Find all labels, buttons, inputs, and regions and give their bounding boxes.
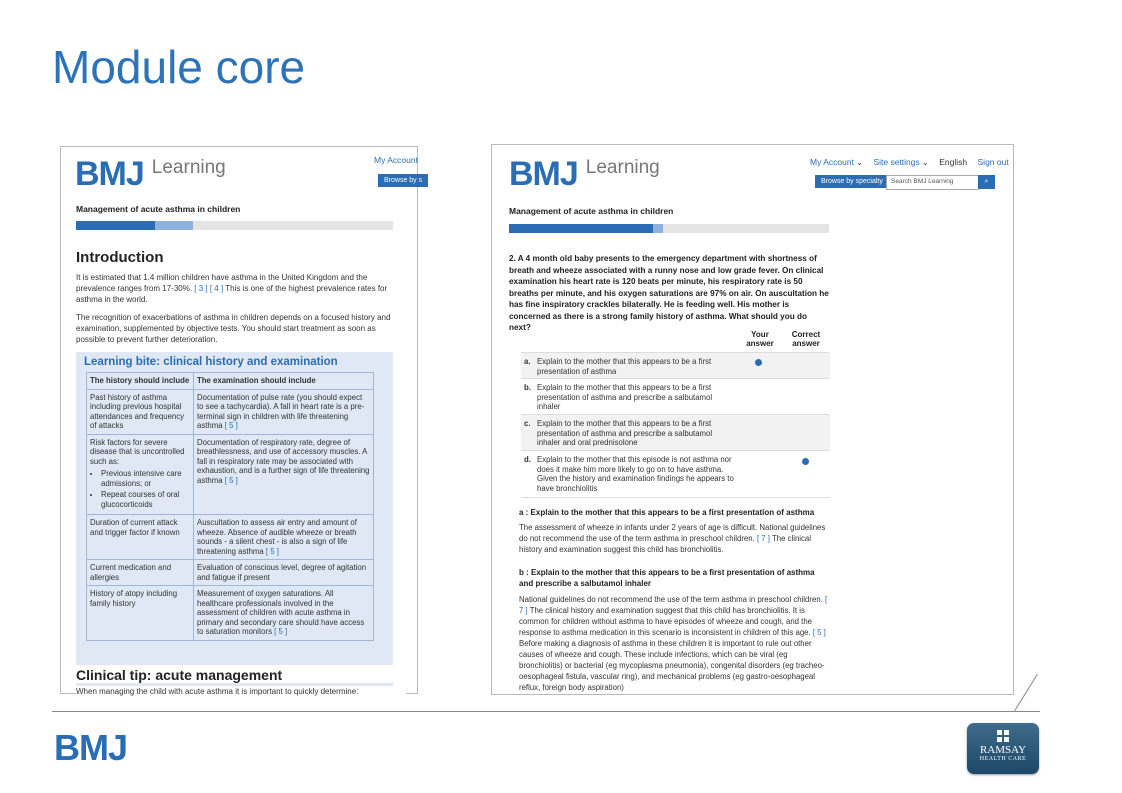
history-exam-table	[86, 372, 374, 641]
progress-done	[509, 224, 653, 233]
slide-title: Module core	[52, 41, 306, 93]
table-header-history: The history should include	[87, 373, 194, 390]
exam-cell	[194, 389, 374, 434]
logo-learning: Learning	[151, 157, 226, 178]
sign-out-link[interactable]: Sign out	[977, 157, 1009, 167]
list-item: • Previous intensive care admissions; or	[101, 469, 190, 488]
answer-option-a[interactable]	[521, 352, 830, 379]
logo-bmj: BMJ	[509, 155, 578, 193]
exam-cell	[194, 434, 374, 515]
risk-factor-list	[90, 469, 190, 509]
right-screenshot	[491, 144, 1014, 695]
exam-text: Auscultation to assess air entry and amount of wheeze. Absence of audible wheeze or breath sounds - a silent chest - is also a sign of life threatening asthma	[197, 518, 357, 556]
footer-bmj-logo: BMJ	[54, 727, 128, 768]
exam-text: Documentation of respiratory rate, degree of breathlessness, and use of accessory muscles. A fall in respiratory rate may be associated with exhaustion, and is a further sign of life threatening asthma	[197, 437, 370, 485]
question-text: 2. A 4 month old baby presents to the emergency department with shortness of breath and wheeze associated with a runny nose and low grade fever. On clinical examination his heart rate is 120 beats per minute, his respiratory rate is 50 breaths per minute, and his oxygen saturations are 97% on air. On auscultation he has fine inspiratory crackles bilaterally. He is feeding well. His mother is concerned as there is a strong family history of asthma. What should you do next?	[509, 254, 829, 332]
option-text: Explain to the mother that this episode is not asthma nor does it make him more likely to go on to have asthma. Given the history and examination findings he appears to have bronchiolitis	[537, 455, 734, 493]
site-settings-link[interactable]: Site settings	[873, 157, 920, 167]
fb-b-body2: The clinical history and examination suggest that this child has bronchiolitis. It is common for children without asthma to have episodes of wheeze and cough, and the response to asthma medication in this scenario is inconsistent in children of this age.	[519, 606, 812, 637]
option-text: Explain to the mother that this appears to be a first presentation of asthma and prescribe a salbutamol inhaler	[537, 383, 713, 411]
exam-ref[interactable]: [ 5 ]	[265, 546, 279, 556]
option-letter: b.	[524, 383, 531, 392]
table-row	[87, 586, 374, 641]
answer-option-b[interactable]	[521, 378, 830, 415]
clinical-tip-heading: Clinical tip: acute management	[76, 665, 406, 683]
history-cell: History of atopy including family history	[87, 586, 194, 641]
history-text: Risk factors for severe disease that is uncontrolled such as:	[90, 437, 185, 466]
account-links	[810, 157, 1017, 168]
list-item: • Repeat courses of oral glucocorticoids	[101, 490, 190, 509]
exam-cell	[194, 515, 374, 560]
fb-a-body: The assessment of wheeze in infants under 2 years of age is difficult. National guidelines do not recommend the use of the term asthma in preschool children.	[519, 523, 826, 543]
left-screenshot	[60, 146, 423, 696]
ramsay-subtitle: HEALTH CARE	[979, 756, 1027, 762]
learning-bite-title: Learning bite: clinical history and examination	[84, 356, 338, 368]
exam-cell: Evaluation of conscious level, degree of agitation and fatigue if present	[194, 560, 374, 586]
para1-refs[interactable]: [ 3 ] [ 4 ]	[194, 284, 224, 293]
ramsay-mark-icon	[997, 730, 1009, 742]
my-account-link[interactable]: My Account	[810, 157, 854, 167]
option-text: Explain to the mother that this appears to be a first presentation of asthma	[537, 357, 712, 376]
learning-bite-box	[76, 352, 393, 693]
dropdown-caret-icon: ⌄	[855, 157, 864, 167]
exam-cell	[194, 586, 374, 641]
browse-by-specialty-button[interactable]: Browse by specialty	[815, 175, 889, 188]
bmj-learning-logo[interactable]	[75, 157, 226, 191]
search-icon: ⌕	[984, 178, 989, 185]
browse-button[interactable]: Browse by s	[378, 174, 428, 187]
exam-text: Documentation of pulse rate (you should expect to see a tachycardia). A fall in heart rate is a pre-terminal sign in children with life threatening asthma	[197, 392, 365, 430]
progress-bar	[76, 221, 393, 230]
language-label[interactable]: English	[939, 157, 968, 167]
ramsay-health-care-logo	[967, 723, 1039, 774]
search-input[interactable]	[886, 175, 979, 190]
progress-bar	[509, 224, 829, 233]
fb-b-body1: National guidelines do not recommend the use of the term asthma in preschool children.	[519, 595, 823, 604]
feedback-b-text	[519, 594, 829, 693]
table-row	[87, 434, 374, 515]
ramsay-name: RAMSAY	[979, 744, 1027, 756]
footer-divider	[52, 711, 1040, 712]
course-title: Management of acute asthma in children	[76, 204, 241, 214]
history-cell: Duration of current attack and trigger factor if known	[87, 515, 194, 560]
history-cell: Current medication and allergies	[87, 560, 194, 586]
history-cell: Past history of asthma including previous hospital attendances and frequency of attacks	[87, 389, 194, 434]
fb-b-body3: Before making a diagnosis of asthma in these children it is important to rule out other causes of wheeze and cough. These include infections, which can be viral (eg bronchiolitis) or bacterial (eg mycoplasma pneumonia), congenital disorders (eg tracheo-oesophageal fistula, vascular ring), and mechanical problems (eg gastro-oesophageal reflux, foreign body aspiration)	[519, 639, 825, 692]
history-cell	[87, 434, 194, 515]
fb-b-ref1[interactable]: [ 7 ]	[519, 595, 828, 615]
progress-done	[76, 221, 155, 230]
fb-b-ref2[interactable]: [ 5 ]	[812, 628, 826, 637]
answer-option-c[interactable]	[521, 414, 830, 451]
exam-ref[interactable]: [ 5 ]	[224, 475, 238, 485]
course-title: Management of acute asthma in children	[509, 206, 674, 216]
progress-current	[155, 221, 193, 230]
intro-paragraph-1	[76, 272, 398, 305]
option-letter: a.	[524, 357, 531, 366]
table-row	[87, 515, 374, 560]
intro-paragraph-2: The recognition of exacerbations of asthma in children depends on a focused history and examination, supplemented by objective tests. You should start treatment as soon as possible to prevent further deterioration.	[76, 313, 391, 344]
feedback-b-heading: b : Explain to the mother that this appears to be a first presentation of asthma and prescribe a salbutamol inhaler	[519, 568, 815, 588]
feedback-a-heading: a : Explain to the mother that this appears to be a first presentation of asthma	[519, 508, 815, 517]
para1-tail: This is one of the highest prevalence rates for asthma in the world.	[76, 284, 388, 304]
search-placeholder: Search BMJ Learning	[891, 178, 954, 185]
dropdown-caret-icon: ⌄	[921, 157, 929, 167]
exam-ref[interactable]: [ 5 ]	[274, 627, 288, 636]
your-answer-header: Your answer	[746, 330, 774, 348]
fb-a-tail: The clinical history and examination suggest this child has bronchiolitis.	[519, 534, 811, 554]
exam-ref[interactable]: [ 5 ]	[224, 421, 238, 430]
fb-a-ref[interactable]: [ 7 ]	[756, 534, 770, 543]
exam-text: Measurement of oxygen saturations. All healthcare professionals involved in the assessment of children with acute asthma in primary and secondary care should have access to saturation monitors	[197, 589, 365, 636]
your-answer-marker	[755, 359, 762, 366]
table-row	[87, 389, 374, 434]
account-links	[374, 155, 426, 165]
option-letter: d.	[524, 455, 531, 464]
footer-diagonal-line	[1014, 674, 1038, 712]
intro-heading: Introduction	[76, 249, 164, 266]
table-header-exam: The examination should include	[194, 373, 374, 390]
para1-text: It is estimated that 1.4 million children have asthma in the United Kingdom and the prevalence ranges from 17-30%.	[76, 273, 368, 293]
my-account-link[interactable]: My Account	[374, 155, 418, 165]
option-text: Explain to the mother that this appears to be a first presentation of asthma and prescribe a salbutamol inhaler and oral prednisolone	[537, 419, 713, 447]
logo-bmj: BMJ	[75, 155, 144, 193]
progress-current	[653, 224, 663, 233]
correct-answer-marker	[802, 458, 809, 465]
search-button[interactable]	[978, 175, 995, 189]
table-row	[87, 560, 374, 586]
correct-answer-header: Correct answer	[791, 330, 821, 348]
logo-learning: Learning	[585, 157, 660, 178]
answer-option-d[interactable]	[521, 450, 830, 498]
option-letter: c.	[524, 419, 531, 428]
bmj-learning-logo[interactable]	[509, 157, 660, 191]
feedback-a-text	[519, 522, 829, 555]
clinical-tip-text: When managing the child with acute asthma it is important to quickly determine:	[76, 686, 406, 697]
